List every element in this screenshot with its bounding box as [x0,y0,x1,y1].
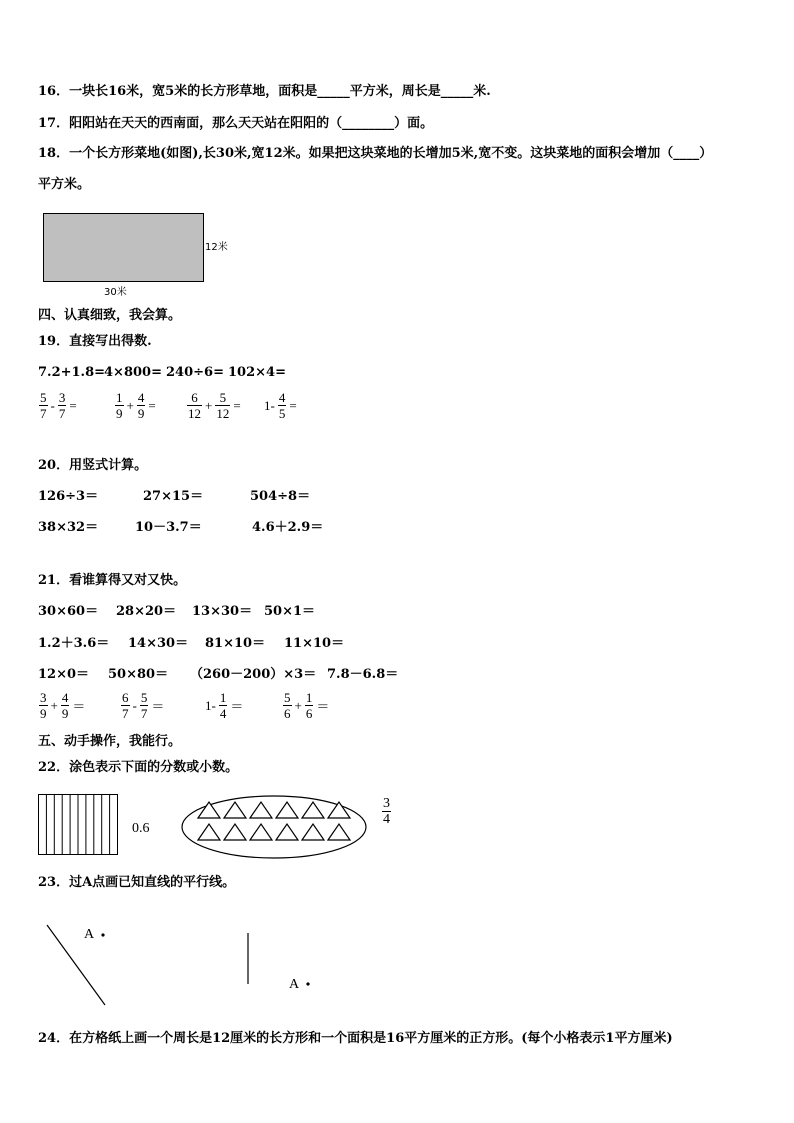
q19-fraction-expr-3: 6 12 + 5 12 = [188,390,241,421]
question-18-line2: 平方米。 [38,177,91,192]
q21-expr-11: （260－200）×3＝ [190,667,317,682]
q21-fraction-expr-1: 3 9 + 4 9 ＝ [40,690,86,721]
question-17: 17．阳阳站在天天的西南面，那么天天站在阳阳的（________）面。 [38,116,434,131]
q19-expr-3: 240÷6= [166,365,224,380]
q20-expr-4: 38×32＝ [38,520,99,535]
q20-expr-6: 4.6＋2.9＝ [252,520,324,535]
fraction-three-quarters: 3 4 [383,796,390,827]
q19-fraction-expr-1: 5 7 - 3 7 = [40,390,77,421]
q19-fraction-expr-4: 1- 4 5 = [264,390,297,421]
q20-expr-5: 10－3.7＝ [135,520,202,535]
q21-expr-12: 7.8－6.8＝ [327,667,399,682]
q21-expr-7: 81×10＝ [205,636,266,651]
rect-length-label: 30米 [104,287,127,298]
question-24: 24．在方格纸上画一个周长是12厘米的长方形和一个面积是16平方厘米的正方形。(每个小格表示1平方厘米) [38,1031,673,1046]
decimal-label: 0.6 [132,821,150,836]
question-21: 21．看谁算得又对又快。 [38,573,187,588]
q20-expr-3: 504÷8＝ [250,489,311,504]
q21-expr-2: 28×20＝ [116,604,177,619]
q19-expr-1: 7.2+1.8= [38,365,106,380]
q21-expr-3: 13×30＝ [192,604,253,619]
q21-expr-4: 50×1＝ [264,604,316,619]
rect-width-label: 12米 [205,242,228,253]
q21-expr-10: 50×80＝ [108,667,169,682]
q21-fraction-expr-3: 1- 1 4 ＝ [205,690,244,721]
triangles-ellipse-figure[interactable] [180,794,370,860]
question-22: 22．涂色表示下面的分数或小数。 [38,760,239,775]
q21-expr-6: 14×30＝ [128,636,189,651]
point-a-label-1: A [84,927,95,942]
q21-expr-1: 30×60＝ [38,604,99,619]
q21-fraction-expr-2: 6 7 - 5 7 ＝ [122,690,165,721]
q19-fraction-expr-2: 1 9 + 4 9 = [116,390,156,421]
q21-fraction-expr-4: 5 6 + 1 6 ＝ [284,690,330,721]
vegetable-field-rectangle [43,213,204,282]
q20-expr-1: 126÷3＝ [38,489,99,504]
question-18-line1: 18．一个长方形菜地(如图),长30米,宽12米。如果把这块菜地的长增加5米,宽不变。这块菜地的面积会增加（____） [38,146,713,161]
q19-expr-2: 4×800= [104,365,162,380]
section-4-heading: 四、认真细致，我会算。 [38,308,182,323]
question-16: 16．一块长16米，宽5米的长方形草地，面积是_____平方米，周长是_____米. [38,84,491,99]
point-a-label-2: A [289,977,300,992]
section-5-heading: 五、动手操作，我能行。 [38,734,182,749]
q21-expr-5: 1.2＋3.6＝ [38,636,110,651]
q21-expr-8: 11×10＝ [284,636,345,651]
q21-expr-9: 12×0＝ [38,667,90,682]
question-19: 19．直接写出得数. [38,334,152,349]
q20-expr-2: 27×15＝ [143,489,204,504]
q19-expr-4: 102×4= [228,365,286,380]
striped-rectangle-figure[interactable] [38,794,120,856]
question-23: 23．过A点画已知直线的平行线。 [38,875,236,890]
question-20: 20．用竖式计算。 [38,458,148,473]
